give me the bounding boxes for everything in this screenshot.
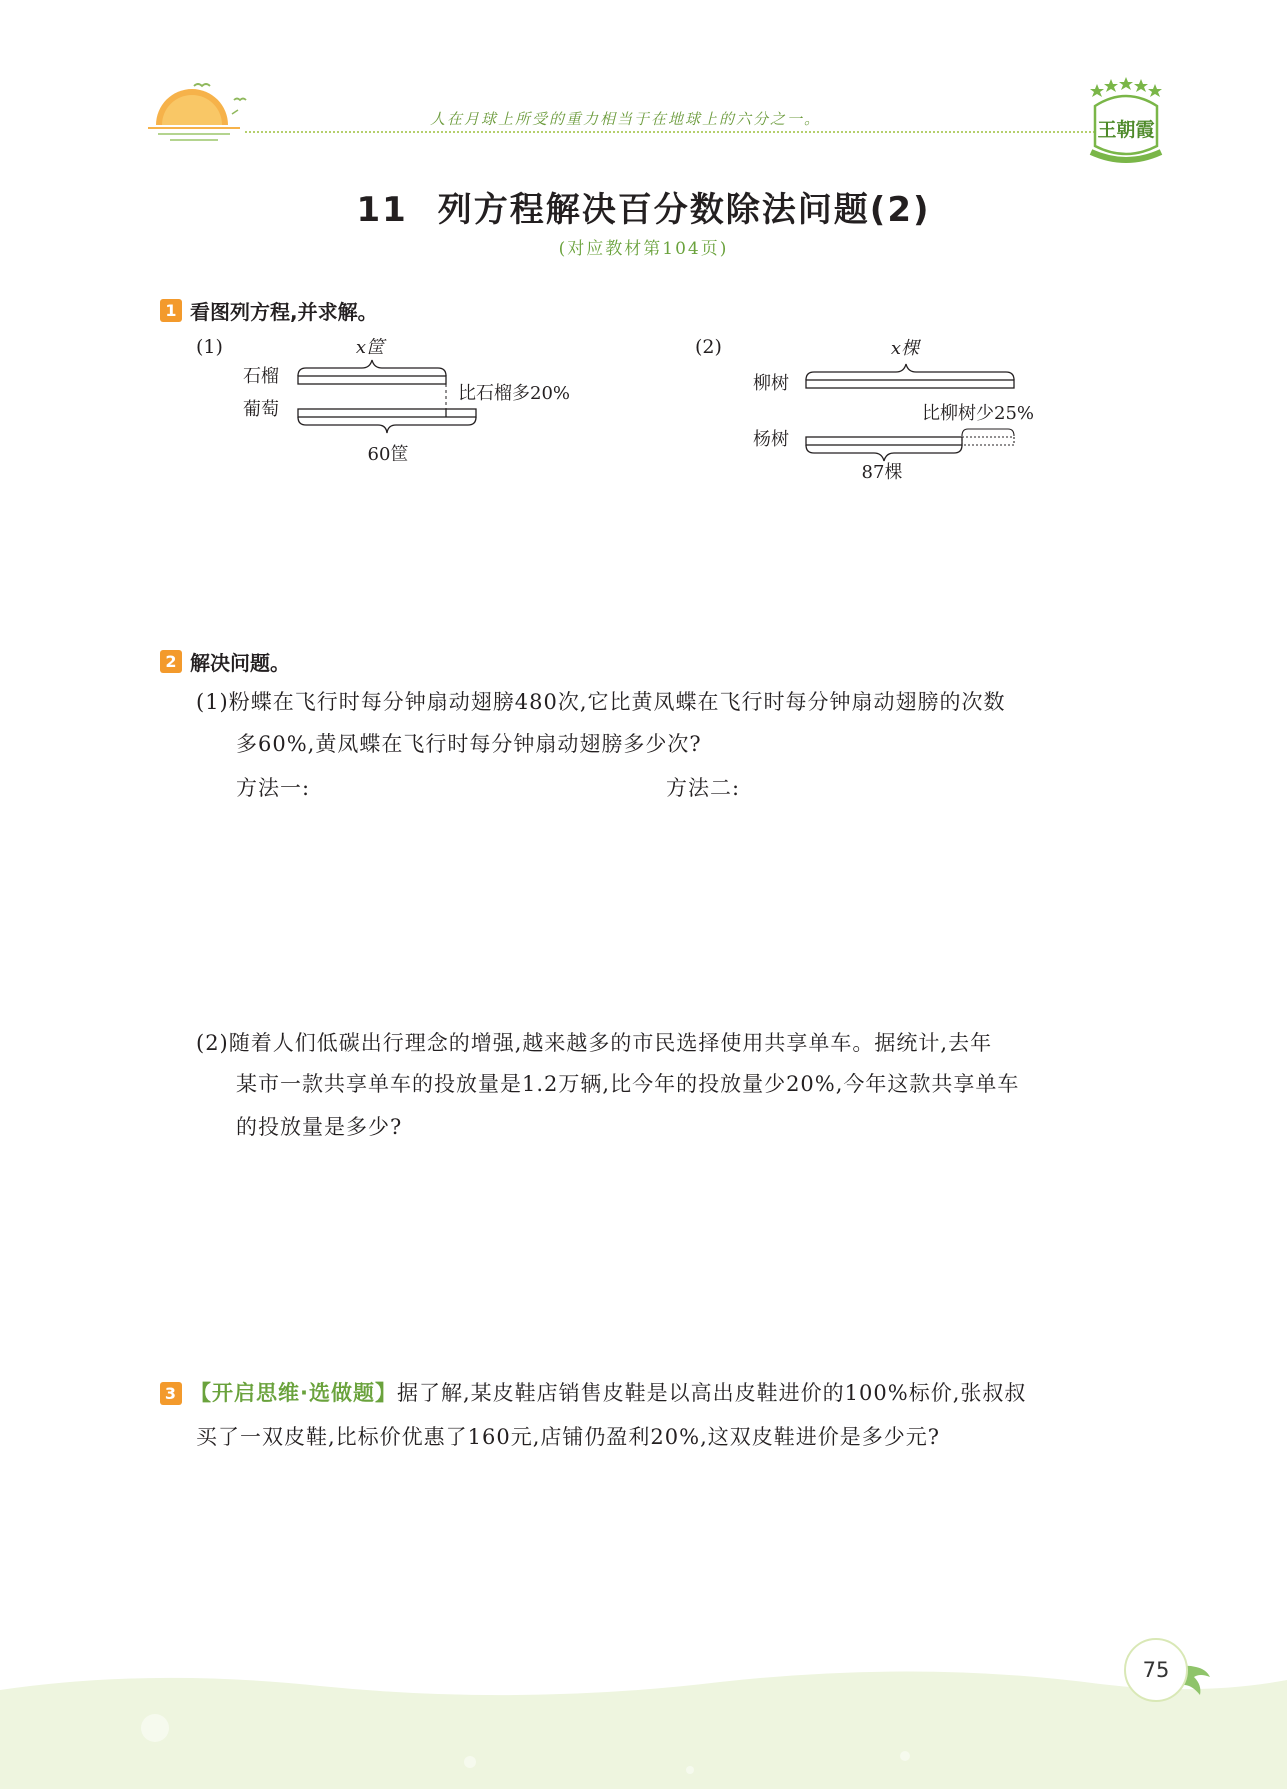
header-tip: 人在月球上所受的重力相当于在地球上的六分之一。 (430, 110, 822, 128)
section-1-title: 看图列方程,并求解。 (190, 300, 378, 324)
section-2-title: 解决问题。 (190, 651, 290, 675)
diagram-2-bottom-brace (806, 445, 962, 461)
lesson-title-text: 列方程解决百分数除法问题(2) (437, 190, 931, 230)
diagram-1-top-brace-label: x筐 (355, 337, 385, 358)
optional-challenge-tag: 【开启思维·选做题】 (190, 1381, 397, 1405)
section-1-badge: 1 (160, 299, 182, 322)
brand-logo-icon (1085, 76, 1167, 168)
diagram-2-side-note: 比柳树少25% (922, 403, 1035, 424)
brand-logo-text: 王朝霞 (1097, 119, 1155, 141)
diagram-1-side-note: 比石榴多20% (458, 383, 571, 404)
diagram-1 (196, 336, 570, 465)
method-one-label: 方法一: (236, 776, 311, 800)
diagram-1-pomegranate-bar (298, 376, 446, 384)
section-2-badge: 2 (160, 650, 182, 673)
line-segment-diagrams (0, 330, 1287, 490)
question-3-line-2: 买了一双皮鞋,比标价优惠了160元,店铺仍盈利20%,这双皮鞋进价是多少元? (196, 1425, 941, 1449)
diagram-2-bottom-brace-label: 87棵 (861, 462, 903, 483)
question-2-2-line-3: 的投放量是多少? (236, 1115, 403, 1139)
footer-grass-decoration (0, 1660, 1287, 1789)
diagram-1-grape-bar (298, 409, 476, 417)
diagram-2-row1-label: 柳树 (753, 373, 789, 394)
question-3-line-1-text: 据了解,某皮鞋店销售皮鞋是以高出皮鞋进价的100%标价,张叔叔 (396, 1381, 1027, 1405)
diagram-2-top-brace-label: x棵 (890, 338, 920, 359)
diagram-1-top-brace (298, 360, 446, 376)
section-2-heading (160, 647, 290, 676)
lesson-number: 11 (356, 190, 408, 230)
header-divider (245, 131, 1095, 133)
sunset-sea-icon (148, 70, 248, 150)
diagram-1-row1-label: 石榴 (243, 366, 279, 387)
diagram-2 (695, 336, 1034, 483)
question-2-2-line-1: (2)随着人们低碳出行理念的增强,越来越多的市民选择使用共享单车。据统计,去年 (196, 1031, 993, 1055)
diagram-1-row2-label: 葡萄 (243, 399, 279, 420)
diagram-1-bottom-brace-label: 60筐 (367, 444, 409, 465)
diagram-1-label: (1) (196, 336, 223, 358)
question-2-2-line-2: 某市一款共享单车的投放量是1.2万辆,比今年的投放量少20%,今年这款共享单车 (236, 1072, 1020, 1096)
diagram-2-label: (2) (695, 336, 722, 358)
section-1-heading (160, 296, 378, 325)
question-3-line-1 (160, 1372, 1026, 1414)
lesson-title (0, 182, 1287, 231)
question-2-1-line-1: (1)粉蝶在飞行时每分钟扇动翅膀480次,它比黄凤蝶在飞行时每分钟扇动翅膀的次数 (196, 690, 1006, 714)
diagram-1-bottom-brace (298, 417, 476, 433)
page-number: 75 (1124, 1638, 1188, 1702)
diagram-2-difference-bar (962, 437, 1014, 445)
section-3-badge: 3 (160, 1382, 182, 1405)
method-two-label: 方法二: (666, 776, 741, 800)
textbook-reference: (对应教材第104页) (558, 239, 729, 259)
question-2-1-line-2: 多60%,黄凤蝶在飞行时每分钟扇动翅膀多少次? (236, 732, 702, 756)
diagram-2-top-brace (806, 364, 1014, 380)
diagram-2-willow-bar (806, 380, 1014, 388)
diagram-2-poplar-bar (806, 437, 962, 445)
diagram-2-row2-label: 杨树 (753, 429, 789, 450)
